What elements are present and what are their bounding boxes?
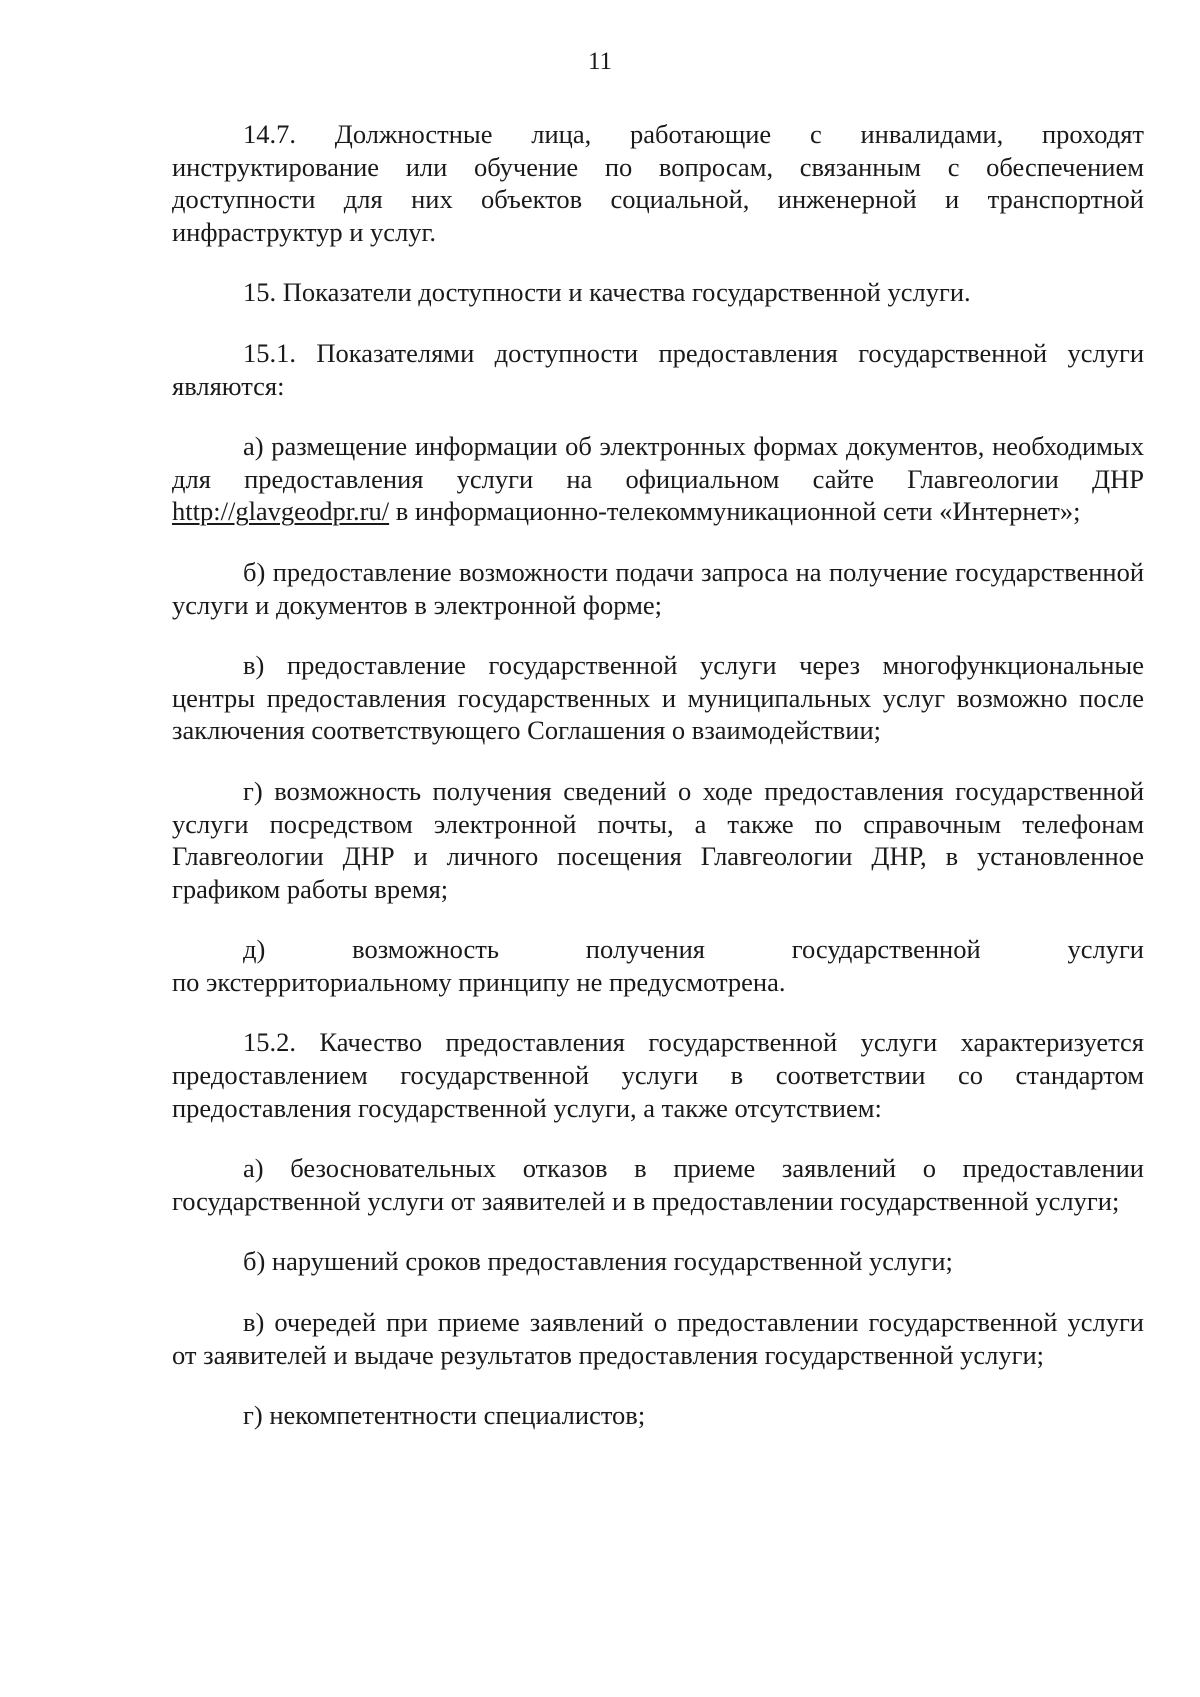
website-link[interactable]: http://glavgeodpr.ru/ [172,496,390,527]
paragraph-15-2-a: а) безосновательных отказов в приеме заявлений о предоставлении государственной услуги от заявителей и в предоставлении государственной услуги; [172,1153,1144,1216]
paragraph-15-1-g: г) возможность получения сведений о ходе предоставления государственной услуги посредством электронной почты, а также по справочным телефонам Главгеологии ДНР и личного посещения Главгеологии ДНР, в установленное графиком работы время; [172,775,1144,904]
page-number: 11 [587,48,613,75]
document-body [172,118,1144,1432]
paragraph-14-7: 14.7. Должностные лица, работающие с инвалидами, проходят инструктирование или обучение по вопросам, связанным с обеспечением доступности для них объектов социальной, инженерной и транспортной инфраструктур и услуг. [172,119,1144,247]
paragraph-15-heading: 15. Показатели доступности и качества государственной услуги. [243,277,971,308]
paragraph-15-1-a [172,430,1144,528]
paragraph-15-1-b: б) предоставление возможности подачи запроса на получение государственной услуги и документов в электронной форме; [172,556,1144,620]
paragraph-15-2-g: г) некомпетентности специалистов; [243,1400,646,1431]
paragraph-15-2-b: б) нарушений сроков предоставления государственной услуги; [243,1246,953,1277]
paragraph-15-1-v: в) предоставление государственной услуги через многофункциональные центры предоставления государственных и муниципальных услуг возможно после заключения соответствующего Соглашения о взаимодействии; [172,650,1144,746]
paragraph-15-1-d-line2: по экстерриториальному принципу не предусмотрена. [172,966,786,997]
paragraph-15-1: 15.1. Показателями доступности предоставления государственной услуги являются: [172,337,1144,401]
paragraph-15-1-a-tail: в информационно-телекоммуникационной сети «Интернет»; [389,496,1081,527]
paragraph-15-2-v: в) очередей при приеме заявлений о предоставлении государственной услуги от заявителей и выдаче результатов предоставления государственной услуги; [172,1307,1144,1370]
paragraph-15-2: 15.2. Качество предоставления государственной услуги характеризуется предоставлением государственной услуги в соответствии со стандартом предоставления государственной услуги, а также отсутствием: [172,1027,1144,1123]
paragraph-15-1-d-line1: д) возможность получения государственной услуги [243,934,1144,965]
paragraph-15-1-a-text: а) размещение информации об электронных формах документов, необходимых для предоставления услуги на официальном сайте Главгеологии ДНР [172,431,1144,494]
